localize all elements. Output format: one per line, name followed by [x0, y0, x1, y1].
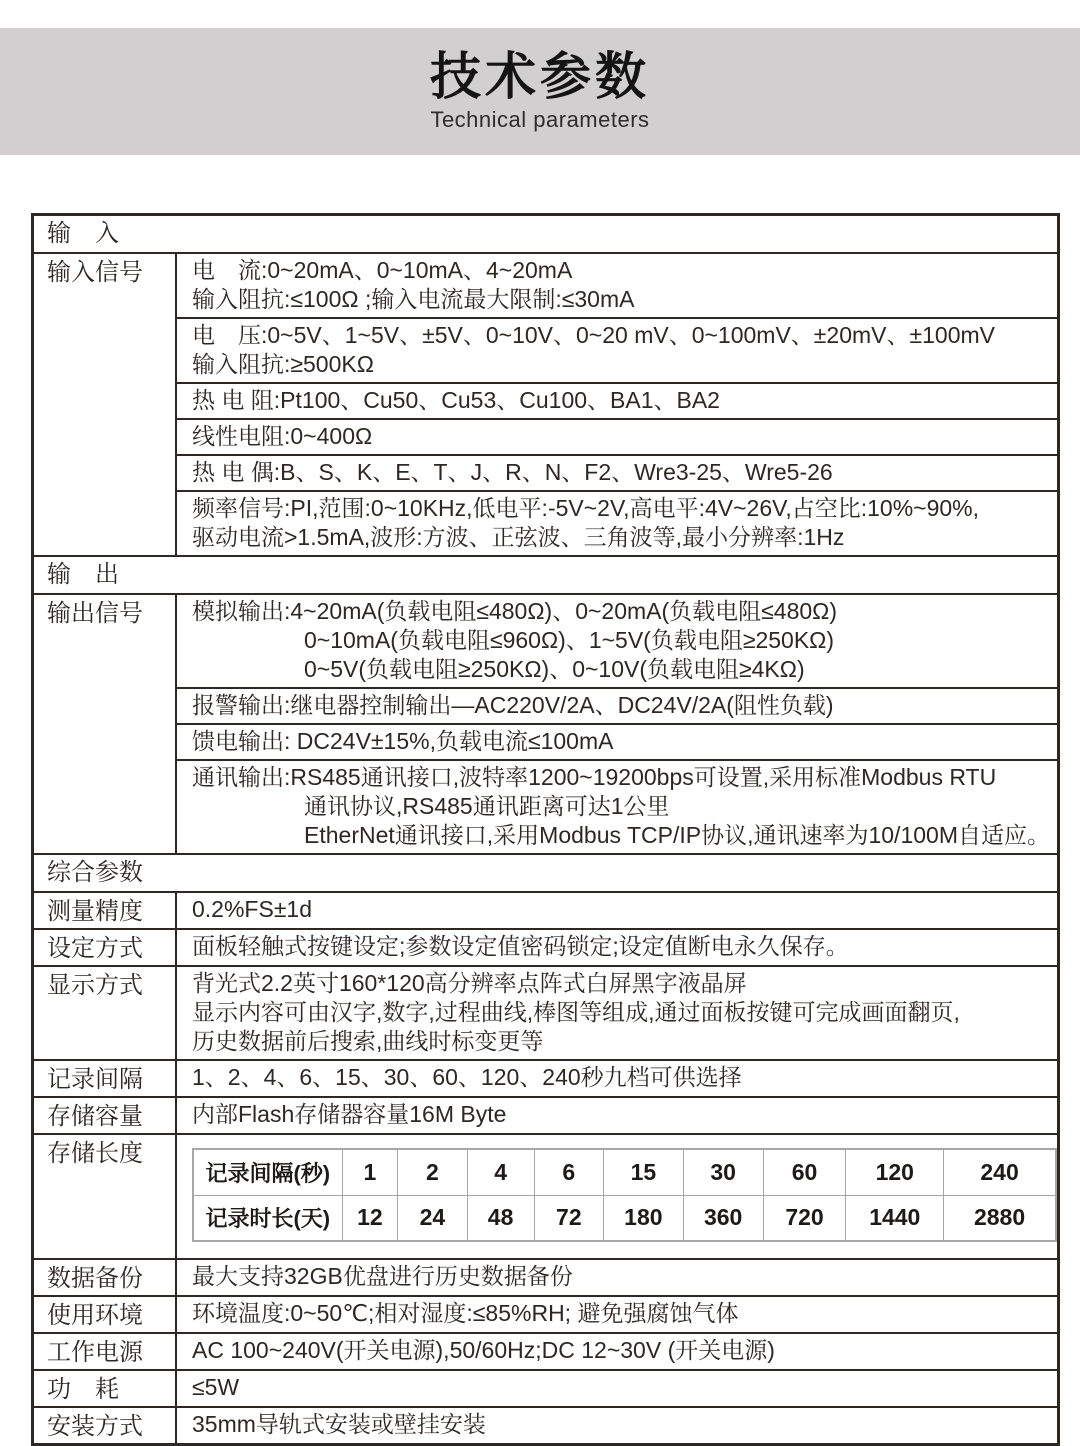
row-content-storage-length: [177, 1135, 1057, 1258]
section-label-input-section: 输 入: [47, 220, 119, 247]
output-signal-sub4-line-1: 通讯输出:RS485通讯接口,波特率1200~19200bps可设置,采用标准Modbus RTU: [192, 764, 997, 790]
spec-table: [31, 213, 1060, 1446]
record-interval-content: [177, 1061, 1057, 1095]
spec-row-output-signal: [34, 593, 1057, 853]
storage-duration-value-7: 720: [763, 1195, 846, 1241]
row-label-installation: 安装方式: [34, 1408, 177, 1443]
input-signal-sub3-line-1: 热 电 阻:Pt100、Cu50、Cu53、Cu100、BA1、BA2: [192, 387, 720, 413]
output-signal-sub2-line-1: 报警输出:继电器控制输出—AC220V/2A、DC24V/2A(阻性负载): [192, 692, 834, 718]
spec-row-setting-mode: [34, 928, 1057, 965]
header-band: [0, 28, 1080, 155]
input-signal-subrow-4: [177, 420, 1057, 456]
storage-capacity-content: [177, 1098, 1057, 1132]
display-mode-line-2: 显示内容可由汉字,数字,过程曲线,棒图等组成,通过面板按键可完成画面翻页,: [192, 999, 960, 1025]
row-label-output-signal: 输出信号: [34, 595, 177, 853]
setting-mode-content: [177, 930, 1057, 964]
page-title: 技术参数: [429, 48, 650, 106]
row-content-installation: [177, 1408, 1057, 1443]
row-label-power-consumption: 功 耗: [34, 1371, 177, 1406]
storage-duration-value-4: 72: [534, 1195, 603, 1241]
record-interval-line-1: 1、2、4、6、15、30、60、120、240秒九档可供选择: [192, 1064, 742, 1090]
storage-interval-value-5: 15: [603, 1149, 683, 1195]
power-supply-line-1: AC 100~240V(开关电源),50/60Hz;DC 12~30V (开关电源): [192, 1337, 775, 1363]
row-content-display-mode: [177, 967, 1057, 1059]
storage-duration-label: 记录时长(天): [193, 1195, 342, 1241]
row-label-setting-mode: 设定方式: [34, 930, 177, 965]
input-signal-sub5-line-1: 热 电 偶:B、S、K、E、T、J、R、N、F2、Wre3-25、Wre5-26: [192, 459, 833, 485]
output-signal-sub1-line-3: 0~5V(负载电阻≥250KΩ)、0~10V(负载电阻≥4KΩ): [304, 656, 805, 682]
storage-capacity-line-1: 内部Flash存储器容量16M Byte: [192, 1101, 507, 1127]
storage-interval-label: 记录间隔(秒): [193, 1149, 342, 1195]
data-backup-content: [177, 1260, 1057, 1294]
environment-line-1: 环境温度:0~50℃;相对湿度:≤85%RH; 避免强腐蚀气体: [192, 1300, 739, 1326]
storage-duration-value-9: 2880: [944, 1195, 1056, 1241]
storage-interval-value-9: 240: [944, 1149, 1056, 1195]
output-signal-sub1-line-2: 0~10mA(负载电阻≤960Ω)、1~5V(负载电阻≥250KΩ): [304, 627, 835, 653]
setting-mode-line-1: 面板轻触式按键设定;参数设定值密码锁定;设定值断电永久保存。: [192, 933, 849, 959]
row-content-output-signal: [177, 595, 1057, 853]
storage-interval-value-1: 1: [342, 1149, 398, 1195]
accuracy-line-1: 0.2%FS±1d: [192, 896, 313, 922]
row-label-data-backup: 数据备份: [34, 1260, 177, 1295]
installation-line-1: 35mm导轨式安装或壁挂安装: [192, 1411, 486, 1437]
output-signal-subrow-4: [177, 761, 1057, 853]
environment-content: [177, 1297, 1057, 1331]
row-content-data-backup: [177, 1260, 1057, 1295]
display-mode-line-1: 背光式2.2英寸160*120高分辨率点阵式白屏黑字液晶屏: [192, 970, 747, 996]
output-signal-sub4-line-3: EtherNet通讯接口,采用Modbus TCP/IP协议,通讯速率为10/100M自适应。: [304, 822, 1050, 848]
power-supply-content: [177, 1334, 1057, 1368]
display-mode-content: [177, 967, 1057, 1059]
spec-row-input-section: [34, 216, 1057, 252]
spec-row-input-signal: [34, 252, 1057, 555]
row-content-environment: [177, 1297, 1057, 1332]
input-signal-sub1-line-2: 输入阻抗:≤100Ω ;输入电流最大限制:≤30mA: [192, 286, 635, 312]
input-signal-subrow-2: [177, 319, 1057, 384]
row-content-record-interval: [177, 1061, 1057, 1096]
output-signal-subrow-3: [177, 725, 1057, 761]
storage-interval-value-7: 60: [763, 1149, 846, 1195]
storage-duration-value-1: 12: [342, 1195, 398, 1241]
storage-row-interval: [193, 1149, 1056, 1195]
row-label-accuracy: 测量精度: [34, 893, 177, 928]
input-signal-sub2-line-1: 电 压:0~5V、1~5V、±5V、0~10V、0~20 mV、0~100mV、±20mV、±100mV: [192, 322, 996, 348]
output-signal-sub4-line-2: 通讯协议,RS485通讯距离可达1公里: [304, 793, 670, 819]
storage-interval-value-8: 120: [846, 1149, 944, 1195]
storage-interval-value-2: 2: [398, 1149, 467, 1195]
input-signal-sub4-line-1: 线性电阻:0~400Ω: [192, 423, 373, 449]
spec-row-storage-length: [34, 1133, 1057, 1258]
input-signal-sub6-line-1: 频率信号:PI,范围:0~10KHz,低电平:-5V~2V,高电平:4V~26V,占空比:10%~90%,: [192, 495, 980, 521]
input-signal-subrow-6: [177, 492, 1057, 555]
section-label-output-section: 输 出: [47, 561, 119, 588]
power-consumption-content: [177, 1371, 1057, 1405]
input-signal-sub6-line-2: 驱动电流>1.5mA,波形:方波、正弦波、三角波等,最小分辨率:1Hz: [192, 524, 845, 550]
storage-duration-value-6: 360: [683, 1195, 763, 1241]
power-consumption-line-1: ≤5W: [192, 1374, 240, 1400]
row-content-power-supply: [177, 1334, 1057, 1369]
spec-row-accuracy: [34, 891, 1057, 928]
row-content-input-signal: [177, 254, 1057, 555]
row-content-storage-capacity: [177, 1098, 1057, 1133]
storage-duration-value-5: 180: [603, 1195, 683, 1241]
storage-duration-table: [192, 1148, 1057, 1242]
storage-row-duration: [193, 1195, 1056, 1241]
storage-interval-value-6: 30: [683, 1149, 763, 1195]
storage-duration-value-2: 24: [398, 1195, 467, 1241]
row-label-record-interval: 记录间隔: [34, 1061, 177, 1096]
row-label-power-supply: 工作电源: [34, 1334, 177, 1369]
row-label-environment: 使用环境: [34, 1297, 177, 1332]
accuracy-content: [177, 893, 1057, 927]
spec-row-storage-capacity: [34, 1096, 1057, 1133]
input-signal-subrow-5: [177, 456, 1057, 492]
output-signal-subrow-1: [177, 595, 1057, 689]
spec-row-installation: [34, 1406, 1057, 1443]
storage-interval-value-4: 6: [534, 1149, 603, 1195]
data-backup-line-1: 最大支持32GB优盘进行历史数据备份: [192, 1263, 573, 1289]
row-label-display-mode: 显示方式: [34, 967, 177, 1059]
input-signal-subrow-3: [177, 384, 1057, 420]
spec-row-data-backup: [34, 1258, 1057, 1295]
section-label-general-section: 综合参数: [47, 859, 143, 886]
output-signal-sub3-line-1: 馈电输出: DC24V±15%,负载电流≤100mA: [192, 728, 614, 754]
output-signal-subrow-2: [177, 689, 1057, 725]
row-content-power-consumption: [177, 1371, 1057, 1406]
spec-row-output-section: [34, 555, 1057, 593]
input-signal-sub1-line-1: 电 流:0~20mA、0~10mA、4~20mA: [192, 257, 573, 283]
spec-row-power-consumption: [34, 1369, 1057, 1406]
row-content-accuracy: [177, 893, 1057, 928]
input-signal-sub2-line-2: 输入阻抗:≥500KΩ: [192, 351, 374, 377]
row-label-storage-length: 存储长度: [34, 1135, 177, 1258]
display-mode-line-3: 历史数据前后搜索,曲线时标变更等: [192, 1028, 544, 1054]
spec-row-display-mode: [34, 965, 1057, 1059]
spec-row-power-supply: [34, 1332, 1057, 1369]
storage-duration-value-8: 1440: [846, 1195, 944, 1241]
installation-content: [177, 1408, 1057, 1442]
page-subtitle: Technical parameters: [430, 106, 650, 132]
spec-row-record-interval: [34, 1059, 1057, 1096]
output-signal-sub1-line-1: 模拟输出:4~20mA(负载电阻≤480Ω)、0~20mA(负载电阻≤480Ω): [192, 598, 838, 624]
storage-interval-value-3: 4: [467, 1149, 534, 1195]
storage-duration-value-3: 48: [467, 1195, 534, 1241]
spec-row-environment: [34, 1295, 1057, 1332]
row-label-storage-capacity: 存储容量: [34, 1098, 177, 1133]
row-label-input-signal: 输入信号: [34, 254, 177, 555]
input-signal-subrow-1: [177, 254, 1057, 319]
spec-row-general-section: [34, 853, 1057, 891]
row-content-setting-mode: [177, 930, 1057, 965]
